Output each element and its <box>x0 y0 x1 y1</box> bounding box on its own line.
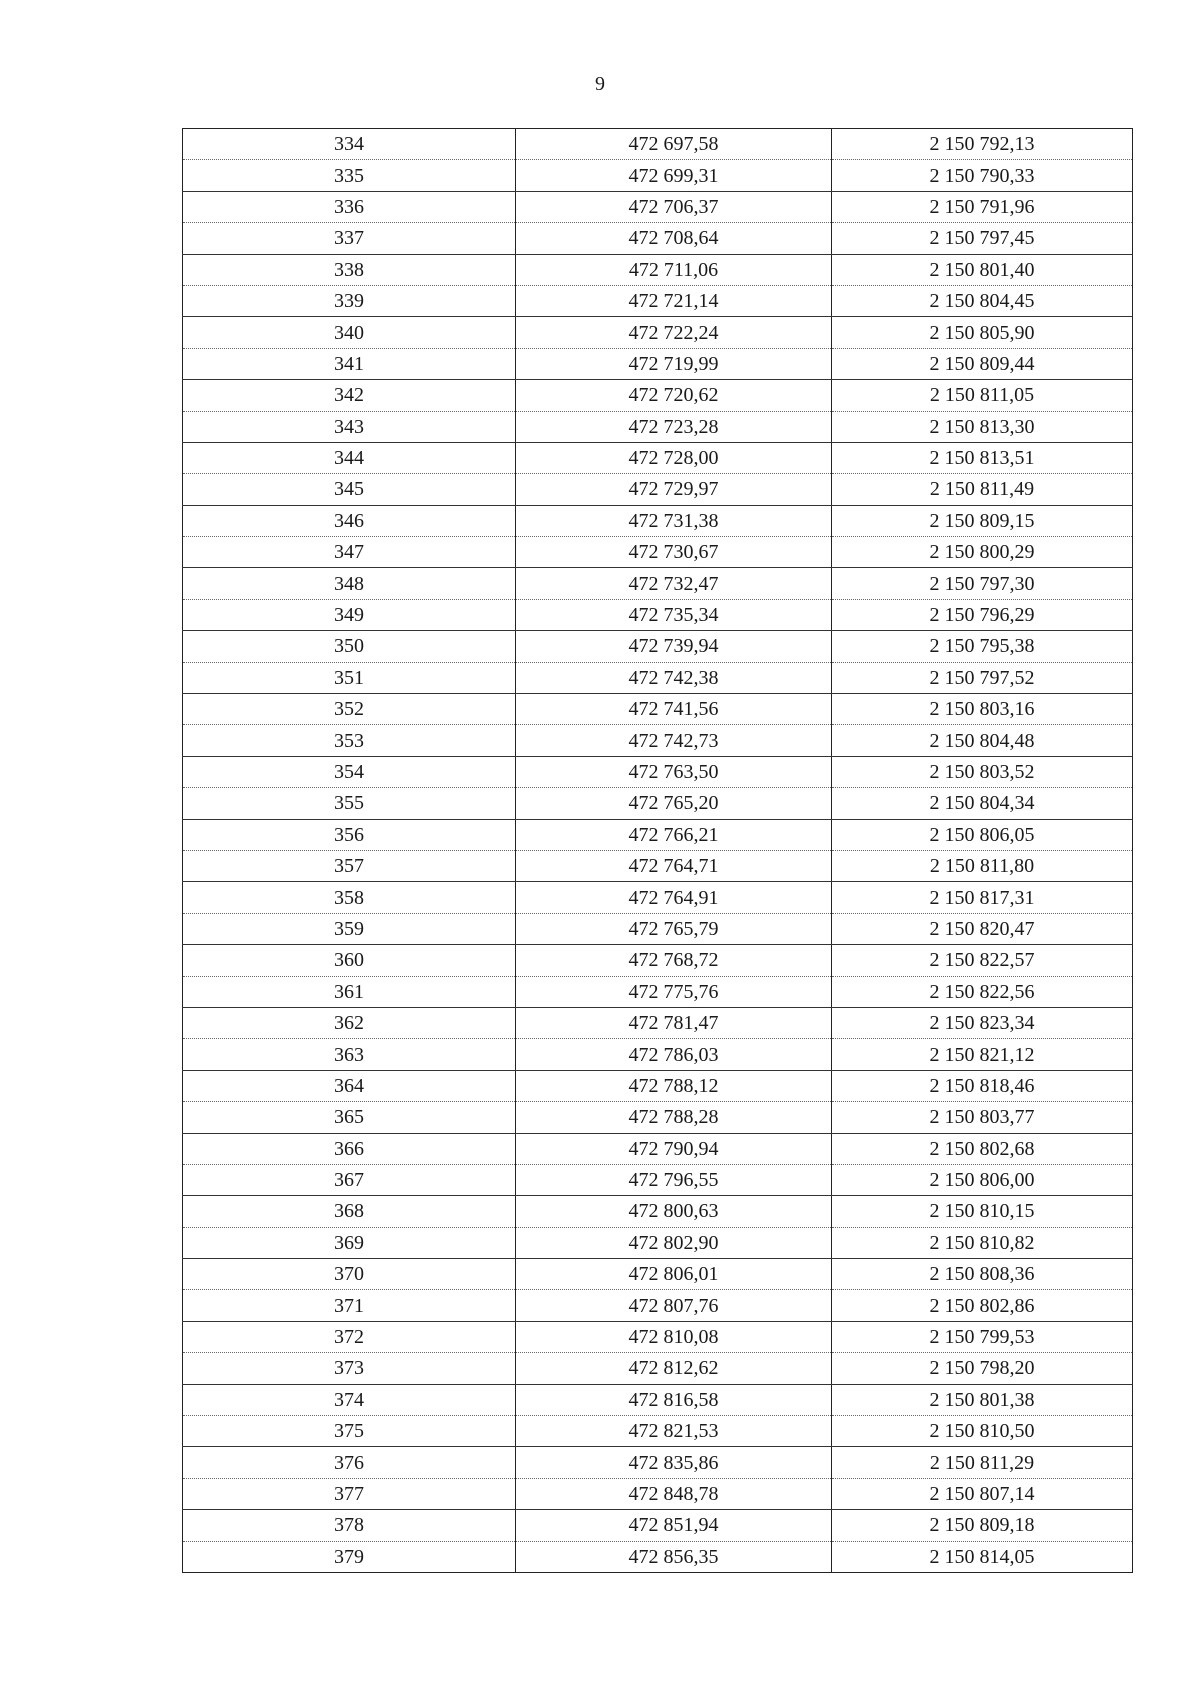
point-number-cell: 371 <box>183 1290 516 1321</box>
y-coordinate-cell: 2 150 803,52 <box>832 756 1133 787</box>
point-number-cell: 344 <box>183 442 516 473</box>
y-coordinate-cell: 2 150 809,15 <box>832 505 1133 536</box>
y-coordinate-cell: 2 150 802,68 <box>832 1133 1133 1164</box>
y-coordinate-cell: 2 150 820,47 <box>832 913 1133 944</box>
y-coordinate-cell: 2 150 804,45 <box>832 285 1133 316</box>
x-coordinate-cell: 472 796,55 <box>516 1164 832 1195</box>
point-number-cell: 372 <box>183 1321 516 1352</box>
table-row <box>183 411 1133 442</box>
y-coordinate-cell: 2 150 822,57 <box>832 945 1133 976</box>
point-number-cell: 346 <box>183 505 516 536</box>
table-row <box>183 223 1133 254</box>
x-coordinate-cell: 472 720,62 <box>516 380 832 411</box>
point-number-cell: 363 <box>183 1039 516 1070</box>
x-coordinate-cell: 472 765,79 <box>516 913 832 944</box>
y-coordinate-cell: 2 150 804,48 <box>832 725 1133 756</box>
y-coordinate-cell: 2 150 801,40 <box>832 254 1133 285</box>
y-coordinate-cell: 2 150 823,34 <box>832 1007 1133 1038</box>
y-coordinate-cell: 2 150 811,80 <box>832 850 1133 881</box>
table-row <box>183 1196 1133 1227</box>
point-number-cell: 350 <box>183 631 516 662</box>
point-number-cell: 347 <box>183 537 516 568</box>
page-number: 9 <box>595 73 605 95</box>
y-coordinate-cell: 2 150 810,50 <box>832 1416 1133 1447</box>
point-number-cell: 356 <box>183 819 516 850</box>
point-number-cell: 354 <box>183 756 516 787</box>
x-coordinate-cell: 472 730,67 <box>516 537 832 568</box>
x-coordinate-cell: 472 765,20 <box>516 788 832 819</box>
point-number-cell: 378 <box>183 1510 516 1541</box>
table-row <box>183 662 1133 693</box>
y-coordinate-cell: 2 150 811,29 <box>832 1447 1133 1478</box>
x-coordinate-cell: 472 719,99 <box>516 348 832 379</box>
point-number-cell: 341 <box>183 348 516 379</box>
table-row <box>183 505 1133 536</box>
table-row <box>183 1227 1133 1258</box>
y-coordinate-cell: 2 150 822,56 <box>832 976 1133 1007</box>
point-number-cell: 348 <box>183 568 516 599</box>
point-number-cell: 364 <box>183 1070 516 1101</box>
point-number-cell: 353 <box>183 725 516 756</box>
x-coordinate-cell: 472 810,08 <box>516 1321 832 1352</box>
point-number-cell: 338 <box>183 254 516 285</box>
x-coordinate-cell: 472 763,50 <box>516 756 832 787</box>
table-row <box>183 1007 1133 1038</box>
y-coordinate-cell: 2 150 813,30 <box>832 411 1133 442</box>
table-row <box>183 1102 1133 1133</box>
y-coordinate-cell: 2 150 808,36 <box>832 1259 1133 1290</box>
x-coordinate-cell: 472 856,35 <box>516 1541 832 1572</box>
y-coordinate-cell: 2 150 810,82 <box>832 1227 1133 1258</box>
x-coordinate-cell: 472 816,58 <box>516 1384 832 1415</box>
y-coordinate-cell: 2 150 797,45 <box>832 223 1133 254</box>
point-number-cell: 370 <box>183 1259 516 1290</box>
x-coordinate-cell: 472 697,58 <box>516 129 832 160</box>
y-coordinate-cell: 2 150 797,52 <box>832 662 1133 693</box>
y-coordinate-cell: 2 150 797,30 <box>832 568 1133 599</box>
y-coordinate-cell: 2 150 791,96 <box>832 191 1133 222</box>
point-number-cell: 366 <box>183 1133 516 1164</box>
point-number-cell: 359 <box>183 913 516 944</box>
point-number-cell: 367 <box>183 1164 516 1195</box>
y-coordinate-cell: 2 150 814,05 <box>832 1541 1133 1572</box>
y-coordinate-cell: 2 150 792,13 <box>832 129 1133 160</box>
y-coordinate-cell: 2 150 806,00 <box>832 1164 1133 1195</box>
table-row <box>183 129 1133 160</box>
x-coordinate-cell: 472 728,00 <box>516 442 832 473</box>
point-number-cell: 377 <box>183 1478 516 1509</box>
x-coordinate-cell: 472 742,38 <box>516 662 832 693</box>
table-row <box>183 819 1133 850</box>
x-coordinate-cell: 472 802,90 <box>516 1227 832 1258</box>
y-coordinate-cell: 2 150 807,14 <box>832 1478 1133 1509</box>
x-coordinate-cell: 472 768,72 <box>516 945 832 976</box>
y-coordinate-cell: 2 150 813,51 <box>832 442 1133 473</box>
point-number-cell: 373 <box>183 1353 516 1384</box>
point-number-cell: 365 <box>183 1102 516 1133</box>
y-coordinate-cell: 2 150 804,34 <box>832 788 1133 819</box>
x-coordinate-cell: 472 735,34 <box>516 599 832 630</box>
y-coordinate-cell: 2 150 809,18 <box>832 1510 1133 1541</box>
y-coordinate-cell: 2 150 798,20 <box>832 1353 1133 1384</box>
coordinates-table-body <box>183 129 1133 1573</box>
point-number-cell: 336 <box>183 191 516 222</box>
x-coordinate-cell: 472 821,53 <box>516 1416 832 1447</box>
x-coordinate-cell: 472 721,14 <box>516 285 832 316</box>
x-coordinate-cell: 472 766,21 <box>516 819 832 850</box>
table-row <box>183 1133 1133 1164</box>
point-number-cell: 357 <box>183 850 516 881</box>
point-number-cell: 358 <box>183 882 516 913</box>
x-coordinate-cell: 472 775,76 <box>516 976 832 1007</box>
table-row <box>183 1070 1133 1101</box>
table-row <box>183 380 1133 411</box>
table-row <box>183 160 1133 191</box>
table-row <box>183 850 1133 881</box>
table-row <box>183 1164 1133 1195</box>
x-coordinate-cell: 472 806,01 <box>516 1259 832 1290</box>
x-coordinate-cell: 472 739,94 <box>516 631 832 662</box>
y-coordinate-cell: 2 150 821,12 <box>832 1039 1133 1070</box>
coordinates-table <box>182 128 1133 1573</box>
table-row <box>183 1290 1133 1321</box>
table-row <box>183 1321 1133 1352</box>
x-coordinate-cell: 472 729,97 <box>516 474 832 505</box>
y-coordinate-cell: 2 150 803,16 <box>832 694 1133 725</box>
point-number-cell: 375 <box>183 1416 516 1447</box>
point-number-cell: 337 <box>183 223 516 254</box>
table-row <box>183 599 1133 630</box>
y-coordinate-cell: 2 150 811,05 <box>832 380 1133 411</box>
table-row <box>183 1416 1133 1447</box>
x-coordinate-cell: 472 711,06 <box>516 254 832 285</box>
x-coordinate-cell: 472 812,62 <box>516 1353 832 1384</box>
table-row <box>183 725 1133 756</box>
y-coordinate-cell: 2 150 810,15 <box>832 1196 1133 1227</box>
x-coordinate-cell: 472 800,63 <box>516 1196 832 1227</box>
table-row <box>183 191 1133 222</box>
table-row <box>183 442 1133 473</box>
x-coordinate-cell: 472 742,73 <box>516 725 832 756</box>
table-row <box>183 1478 1133 1509</box>
point-number-cell: 369 <box>183 1227 516 1258</box>
x-coordinate-cell: 472 786,03 <box>516 1039 832 1070</box>
table-row <box>183 1259 1133 1290</box>
x-coordinate-cell: 472 848,78 <box>516 1478 832 1509</box>
point-number-cell: 334 <box>183 129 516 160</box>
y-coordinate-cell: 2 150 803,77 <box>832 1102 1133 1133</box>
x-coordinate-cell: 472 708,64 <box>516 223 832 254</box>
table-row <box>183 756 1133 787</box>
table-row <box>183 913 1133 944</box>
y-coordinate-cell: 2 150 801,38 <box>832 1384 1133 1415</box>
point-number-cell: 361 <box>183 976 516 1007</box>
point-number-cell: 343 <box>183 411 516 442</box>
x-coordinate-cell: 472 851,94 <box>516 1510 832 1541</box>
table-row <box>183 1039 1133 1070</box>
x-coordinate-cell: 472 723,28 <box>516 411 832 442</box>
point-number-cell: 349 <box>183 599 516 630</box>
point-number-cell: 374 <box>183 1384 516 1415</box>
point-number-cell: 335 <box>183 160 516 191</box>
y-coordinate-cell: 2 150 806,05 <box>832 819 1133 850</box>
point-number-cell: 368 <box>183 1196 516 1227</box>
table-row <box>183 1384 1133 1415</box>
x-coordinate-cell: 472 722,24 <box>516 317 832 348</box>
point-number-cell: 339 <box>183 285 516 316</box>
point-number-cell: 351 <box>183 662 516 693</box>
table-row <box>183 537 1133 568</box>
x-coordinate-cell: 472 706,37 <box>516 191 832 222</box>
x-coordinate-cell: 472 788,12 <box>516 1070 832 1101</box>
point-number-cell: 376 <box>183 1447 516 1478</box>
table-row <box>183 285 1133 316</box>
table-row <box>183 568 1133 599</box>
x-coordinate-cell: 472 699,31 <box>516 160 832 191</box>
y-coordinate-cell: 2 150 799,53 <box>832 1321 1133 1352</box>
y-coordinate-cell: 2 150 790,33 <box>832 160 1133 191</box>
x-coordinate-cell: 472 741,56 <box>516 694 832 725</box>
y-coordinate-cell: 2 150 796,29 <box>832 599 1133 630</box>
table-row <box>183 317 1133 348</box>
x-coordinate-cell: 472 790,94 <box>516 1133 832 1164</box>
point-number-cell: 340 <box>183 317 516 348</box>
x-coordinate-cell: 472 732,47 <box>516 568 832 599</box>
point-number-cell: 362 <box>183 1007 516 1038</box>
table-row <box>183 631 1133 662</box>
table-row <box>183 976 1133 1007</box>
point-number-cell: 345 <box>183 474 516 505</box>
x-coordinate-cell: 472 781,47 <box>516 1007 832 1038</box>
table-row <box>183 882 1133 913</box>
x-coordinate-cell: 472 764,71 <box>516 850 832 881</box>
table-row <box>183 474 1133 505</box>
y-coordinate-cell: 2 150 818,46 <box>832 1070 1133 1101</box>
table-row <box>183 788 1133 819</box>
x-coordinate-cell: 472 835,86 <box>516 1447 832 1478</box>
table-row <box>183 1447 1133 1478</box>
x-coordinate-cell: 472 764,91 <box>516 882 832 913</box>
point-number-cell: 342 <box>183 380 516 411</box>
y-coordinate-cell: 2 150 805,90 <box>832 317 1133 348</box>
y-coordinate-cell: 2 150 800,29 <box>832 537 1133 568</box>
x-coordinate-cell: 472 807,76 <box>516 1290 832 1321</box>
table-row <box>183 1510 1133 1541</box>
table-row <box>183 1353 1133 1384</box>
point-number-cell: 355 <box>183 788 516 819</box>
table-row <box>183 1541 1133 1572</box>
table-row <box>183 348 1133 379</box>
table-row <box>183 254 1133 285</box>
y-coordinate-cell: 2 150 811,49 <box>832 474 1133 505</box>
y-coordinate-cell: 2 150 795,38 <box>832 631 1133 662</box>
table-row <box>183 694 1133 725</box>
y-coordinate-cell: 2 150 809,44 <box>832 348 1133 379</box>
y-coordinate-cell: 2 150 817,31 <box>832 882 1133 913</box>
table-row <box>183 945 1133 976</box>
point-number-cell: 352 <box>183 694 516 725</box>
x-coordinate-cell: 472 731,38 <box>516 505 832 536</box>
point-number-cell: 360 <box>183 945 516 976</box>
point-number-cell: 379 <box>183 1541 516 1572</box>
x-coordinate-cell: 472 788,28 <box>516 1102 832 1133</box>
y-coordinate-cell: 2 150 802,86 <box>832 1290 1133 1321</box>
